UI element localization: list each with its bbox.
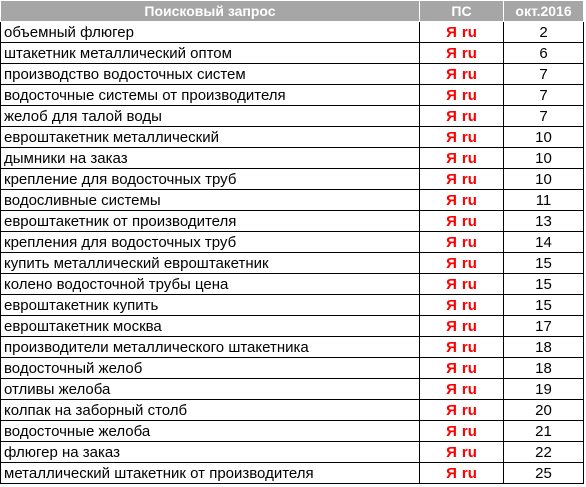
ru-mark: ru	[461, 233, 477, 251]
yandex-mark: Я	[446, 296, 457, 314]
search-engine-cell	[420, 358, 504, 379]
ru-mark: ru	[461, 254, 477, 272]
yandex-mark: Я	[446, 380, 457, 398]
search-engine-cell	[420, 22, 504, 43]
header-ps: ПС	[420, 1, 504, 22]
table-row	[1, 463, 584, 484]
ru-mark: ru	[461, 107, 477, 125]
query-cell: производители металлического штакетника	[1, 337, 420, 358]
query-cell: объемный флюгер	[1, 22, 420, 43]
search-engine-cell	[420, 379, 504, 400]
search-engine-cell	[420, 148, 504, 169]
position-cell: 19	[504, 379, 584, 400]
search-engine-cell	[420, 127, 504, 148]
ru-mark: ru	[461, 149, 477, 167]
table-row	[1, 337, 584, 358]
position-cell: 25	[504, 463, 584, 484]
ru-mark: ru	[461, 443, 477, 461]
yandex-mark: Я	[446, 233, 457, 251]
query-cell: водосточные желоба	[1, 421, 420, 442]
query-cell: евроштакетник от производителя	[1, 211, 420, 232]
position-cell: 7	[504, 64, 584, 85]
yandex-mark: Я	[446, 212, 457, 230]
table-row	[1, 190, 584, 211]
search-engine-cell	[420, 85, 504, 106]
position-cell: 10	[504, 169, 584, 190]
ru-mark: ru	[461, 212, 477, 230]
position-cell: 15	[504, 274, 584, 295]
ru-mark: ru	[461, 359, 477, 377]
table-row	[1, 85, 584, 106]
position-cell: 10	[504, 148, 584, 169]
query-cell: евроштакетник купить	[1, 295, 420, 316]
query-cell: желоб для талой воды	[1, 106, 420, 127]
search-engine-cell	[420, 232, 504, 253]
search-engine-cell	[420, 43, 504, 64]
yandex-mark: Я	[446, 170, 457, 188]
yandex-mark: Я	[446, 65, 457, 83]
query-cell: крепления для водосточных труб	[1, 232, 420, 253]
table-row	[1, 316, 584, 337]
search-engine-cell	[420, 211, 504, 232]
yandex-mark: Я	[446, 149, 457, 167]
search-engine-cell	[420, 442, 504, 463]
ru-mark: ru	[461, 338, 477, 356]
yandex-mark: Я	[446, 44, 457, 62]
search-engine-cell	[420, 463, 504, 484]
query-cell: колено водосточной трубы цена	[1, 274, 420, 295]
position-cell: 15	[504, 295, 584, 316]
position-cell: 15	[504, 253, 584, 274]
yandex-mark: Я	[446, 191, 457, 209]
table-row	[1, 379, 584, 400]
yandex-mark: Я	[446, 23, 457, 41]
position-cell: 2	[504, 22, 584, 43]
search-engine-cell	[420, 106, 504, 127]
ru-mark: ru	[461, 86, 477, 104]
query-cell: евроштакетник москва	[1, 316, 420, 337]
table-row	[1, 253, 584, 274]
position-cell: 6	[504, 43, 584, 64]
query-cell: дымники на заказ	[1, 148, 420, 169]
table-row	[1, 169, 584, 190]
yandex-mark: Я	[446, 422, 457, 440]
query-cell: колпак на заборный столб	[1, 400, 420, 421]
position-cell: 11	[504, 190, 584, 211]
query-cell: производство водосточных систем	[1, 64, 420, 85]
table-body	[1, 22, 584, 484]
table-row	[1, 295, 584, 316]
table-row	[1, 358, 584, 379]
ru-mark: ru	[461, 275, 477, 293]
ru-mark: ru	[461, 191, 477, 209]
yandex-mark: Я	[446, 443, 457, 461]
position-cell: 13	[504, 211, 584, 232]
position-cell: 17	[504, 316, 584, 337]
search-engine-cell	[420, 190, 504, 211]
yandex-mark: Я	[446, 275, 457, 293]
ru-mark: ru	[461, 23, 477, 41]
search-engine-cell	[420, 316, 504, 337]
table-row	[1, 274, 584, 295]
table-row	[1, 106, 584, 127]
position-cell: 14	[504, 232, 584, 253]
position-cell: 7	[504, 106, 584, 127]
yandex-mark: Я	[446, 464, 457, 482]
query-cell: купить металлический евроштакетник	[1, 253, 420, 274]
table-row	[1, 127, 584, 148]
yandex-mark: Я	[446, 338, 457, 356]
ru-mark: ru	[461, 401, 477, 419]
ru-mark: ru	[461, 464, 477, 482]
position-cell: 18	[504, 358, 584, 379]
yandex-mark: Я	[446, 401, 457, 419]
table-row	[1, 211, 584, 232]
table-row	[1, 232, 584, 253]
query-cell: крепление для водосточных труб	[1, 169, 420, 190]
yandex-mark: Я	[446, 317, 457, 335]
query-cell: водосточные системы от производителя	[1, 85, 420, 106]
position-cell: 22	[504, 442, 584, 463]
yandex-mark: Я	[446, 107, 457, 125]
ru-mark: ru	[461, 170, 477, 188]
yandex-mark: Я	[446, 359, 457, 377]
table-row	[1, 64, 584, 85]
yandex-mark: Я	[446, 254, 457, 272]
yandex-mark: Я	[446, 86, 457, 104]
position-cell: 7	[504, 85, 584, 106]
table-row	[1, 442, 584, 463]
search-engine-cell	[420, 169, 504, 190]
ru-mark: ru	[461, 44, 477, 62]
ru-mark: ru	[461, 422, 477, 440]
position-cell: 10	[504, 127, 584, 148]
ru-mark: ru	[461, 296, 477, 314]
ru-mark: ru	[461, 317, 477, 335]
search-engine-cell	[420, 274, 504, 295]
search-engine-cell	[420, 64, 504, 85]
search-engine-cell	[420, 295, 504, 316]
query-cell: водосточный желоб	[1, 358, 420, 379]
ru-mark: ru	[461, 65, 477, 83]
search-engine-cell	[420, 421, 504, 442]
yandex-mark: Я	[446, 128, 457, 146]
ru-mark: ru	[461, 128, 477, 146]
table-row	[1, 148, 584, 169]
position-cell: 18	[504, 337, 584, 358]
query-cell: штакетник металлический оптом	[1, 43, 420, 64]
query-cell: отливы желоба	[1, 379, 420, 400]
header-query: Поисковый запрос	[1, 1, 420, 22]
query-cell: флюгер на заказ	[1, 442, 420, 463]
query-cell: водосливные системы	[1, 190, 420, 211]
header-row	[1, 1, 584, 22]
table-row	[1, 22, 584, 43]
position-cell: 20	[504, 400, 584, 421]
table-row	[1, 43, 584, 64]
query-cell: евроштакетник металлический	[1, 127, 420, 148]
search-engine-cell	[420, 337, 504, 358]
ru-mark: ru	[461, 380, 477, 398]
query-cell: металлический штакетник от производителя	[1, 463, 420, 484]
header-date: окт.2016	[504, 1, 584, 22]
table-row	[1, 400, 584, 421]
position-cell: 21	[504, 421, 584, 442]
search-engine-cell	[420, 400, 504, 421]
search-engine-cell	[420, 253, 504, 274]
table-row	[1, 421, 584, 442]
